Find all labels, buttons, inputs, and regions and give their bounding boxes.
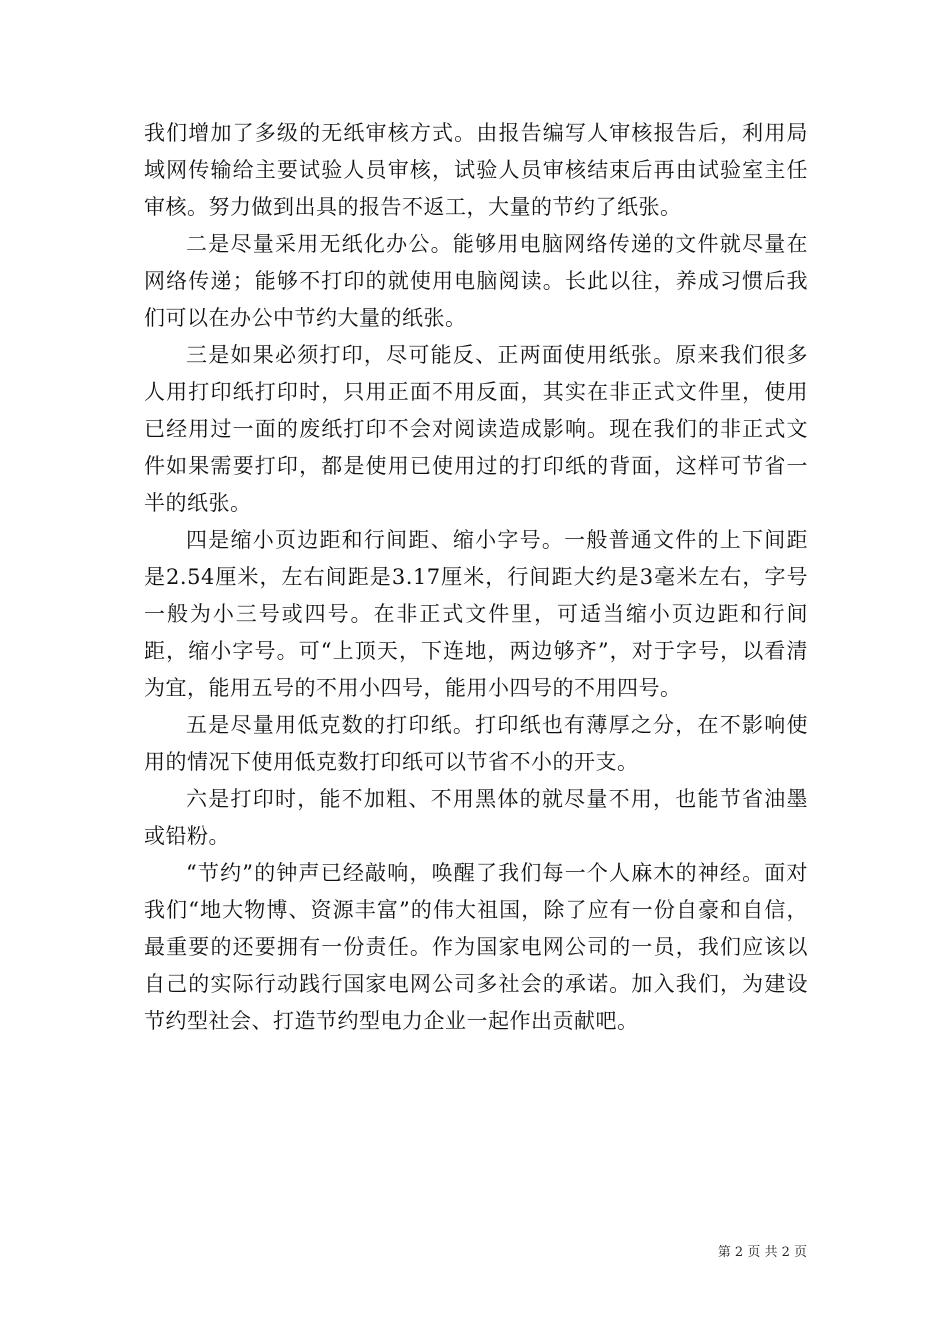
page-number-footer: 第 2 页 共 2 页 [717, 1245, 807, 1260]
paragraph-7: “节约”的钟声已经敲响，唤醒了我们每一个人麻木的神经。面对我们“地大物博、资源丰富”的伟大祖国，除了应有一份自豪和自信，最重要的还要拥有一份责任。作为国家电网公司的一员，我们应该以自己的实际行动践行国家电网公司多社会的承诺。加入我们，为建设节约型社会、打造节约型电力企业一起作出贡献吧。 [144, 861, 808, 1033]
paragraph-6: 六是打印时，能不加粗、不用黑体的就尽量不用，也能节省油墨或铅粉。 [144, 787, 808, 848]
paragraph-4: 四是缩小页边距和行间距、缩小字号。一般普通文件的上下间距是2.54厘米，左右间距是3.17厘米，行间距大约是3毫米左右，字号一般为小三号或四号。在非正式文件里，可适当缩小页边距和行间距，缩小字号。可“上顶天，下连地，两边够齐”，对于字号，以看清为宜，能用五号的不用小四号，能用小四号的不用四号。 [144, 528, 808, 700]
paragraph-3: 三是如果必须打印，尽可能反、正两面使用纸张。原来我们很多人用打印纸打印时，只用正面不用反面，其实在非正式文件里，使用已经用过一面的废纸打印不会对阅读造成影响。现在我们的非正式文件如果需要打印，都是使用已使用过的打印纸的背面，这样可节省一半的纸张。 [144, 343, 808, 515]
document-body [144, 115, 808, 1040]
paragraph-5: 五是尽量用低克数的打印纸。打印纸也有薄厚之分，在不影响使用的情况下使用低克数打印纸可以节省不小的开支。 [144, 713, 808, 774]
paragraph-2: 二是尽量采用无纸化办公。能够用电脑网络传递的文件就尽量在网络传递；能够不打印的就使用电脑阅读。长此以往，养成习惯后我们可以在办公中节约大量的纸张。 [144, 232, 808, 330]
paragraph-1: 我们增加了多级的无纸审核方式。由报告编写人审核报告后，利用局域网传输给主要试验人员审核，试验人员审核结束后再由试验室主任审核。努力做到出具的报告不返工，大量的节约了纸张。 [144, 121, 808, 219]
